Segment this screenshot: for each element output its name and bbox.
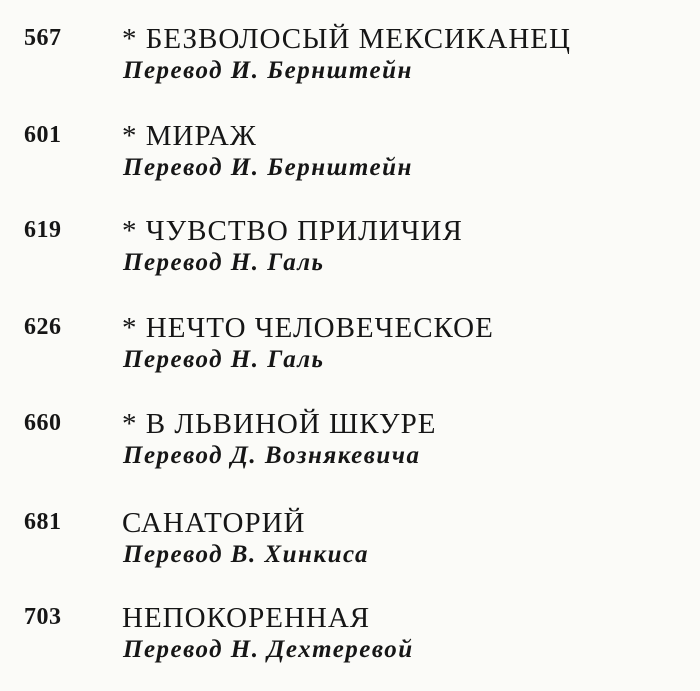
toc-entry xyxy=(0,508,700,588)
translator-credit: Перевод Н. Галь xyxy=(123,249,325,276)
page-number: 567 xyxy=(24,25,62,51)
story-title: * НЕЧТО ЧЕЛОВЕЧЕСКОЕ xyxy=(122,312,494,344)
toc-entry xyxy=(0,216,700,296)
page-number: 681 xyxy=(24,509,62,535)
story-title: САНАТОРИЙ xyxy=(122,507,306,539)
page-number: 703 xyxy=(24,604,62,630)
translator-credit: Перевод Д. Вознякевича xyxy=(123,442,421,469)
toc-entry xyxy=(0,603,700,683)
page-number: 619 xyxy=(24,217,62,243)
translator-credit: Перевод В. Хинкиса xyxy=(123,541,369,568)
page-number: 660 xyxy=(24,410,62,436)
toc-entry xyxy=(0,313,700,393)
translator-credit: Перевод И. Бернштейн xyxy=(123,57,413,84)
toc-entry xyxy=(0,24,700,104)
toc-entry xyxy=(0,409,700,489)
page-number: 601 xyxy=(24,122,62,148)
story-title: НЕПОКОРЕННАЯ xyxy=(122,602,371,634)
toc-entry xyxy=(0,121,700,201)
story-title: * В ЛЬВИНОЙ ШКУРЕ xyxy=(122,408,437,440)
story-title: * БЕЗВОЛОСЫЙ МЕКСИКАНЕЦ xyxy=(122,23,571,55)
story-title: * МИРАЖ xyxy=(122,120,257,152)
translator-credit: Перевод Н. Дехтеревой xyxy=(123,636,414,663)
translator-credit: Перевод Н. Галь xyxy=(123,346,325,373)
page-number: 626 xyxy=(24,314,62,340)
story-title: * ЧУВСТВО ПРИЛИЧИЯ xyxy=(122,215,463,247)
translator-credit: Перевод И. Бернштейн xyxy=(123,154,413,181)
